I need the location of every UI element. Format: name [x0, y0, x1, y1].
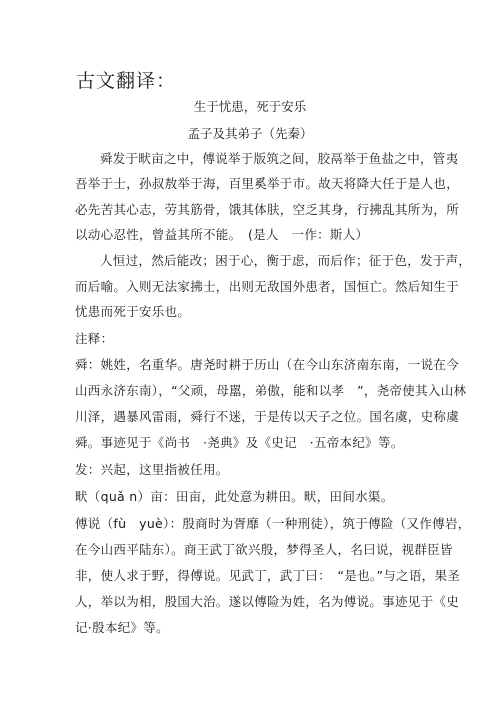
text-line: 吾举于士，孙叔敖举于海，百里奚举于市。故天将降大任于是人也，	[75, 176, 460, 191]
text-line: 记·殷本纪》等。	[75, 620, 169, 635]
poem-title: 生于忧患，死于安乐	[193, 99, 307, 114]
text-line: 舜：姚姓，名重华。唐尧时耕于历山（在今山东济南东南，一说在今	[75, 357, 460, 372]
text-line: 舜发于畎亩之中，傅说举于版筑之间，胶鬲举于鱼盐之中，管夷	[100, 151, 459, 166]
text-line: 而后喻。入则无法家拂士，出则无敌国外患者，国恒亡。然后知生于	[75, 279, 460, 294]
text-line: 必先苦其心志，劳其筋骨，饿其体肤，空乏其身，行拂乱其所为，所	[75, 202, 460, 217]
notes-heading: 注释：	[75, 331, 114, 346]
text-line: 发：兴起，这里指被任用。	[75, 462, 229, 477]
text-line: 在今山西平陆东）。商王武丁欲兴殷，梦得圣人，名曰说，视群臣皆	[75, 542, 453, 557]
poem-author: 孟子及其弟子（先秦）	[187, 126, 313, 141]
text-line: 山西永济东南），“父顽，母嚚，弟傲，能和以孝 ”，尧帝使其入山林	[75, 383, 467, 398]
text-line: 傅说（fù yuè）：殷商时为胥靡（一种刑徒），筑于傅险（又作傅岩，	[75, 516, 471, 531]
text-line: 畎（quǎ n）亩：田亩，此处意为耕田。畎，田间水渠。	[75, 489, 394, 504]
text-line: 非，使人求于野，得傅说。见武丁，武丁曰： “是也。”与之语，果圣	[75, 568, 461, 583]
text-line: 人，举以为相，殷国大治。遂以傅险为姓，名为傅说。事迹见于《史	[75, 594, 460, 609]
page-heading: 古文翻译：	[76, 70, 177, 92]
text-line: 人恒过，然后能改；困于心，衡于虑，而后作；征于色，发于声，	[100, 253, 472, 268]
text-line: 忧患而死于安乐也。	[75, 304, 191, 319]
text-line: 舜。事迹见于《尚书 ·尧典》及《史记 ·五帝本纪》等。	[75, 435, 404, 450]
text-line: 以动心忍性，曾益其所不能。 (是人 一作：斯人）	[75, 227, 369, 242]
text-line: 川泽，遇暴风雷雨，舜行不迷，于是传以天子之位。国名虞，史称虞	[75, 409, 460, 424]
